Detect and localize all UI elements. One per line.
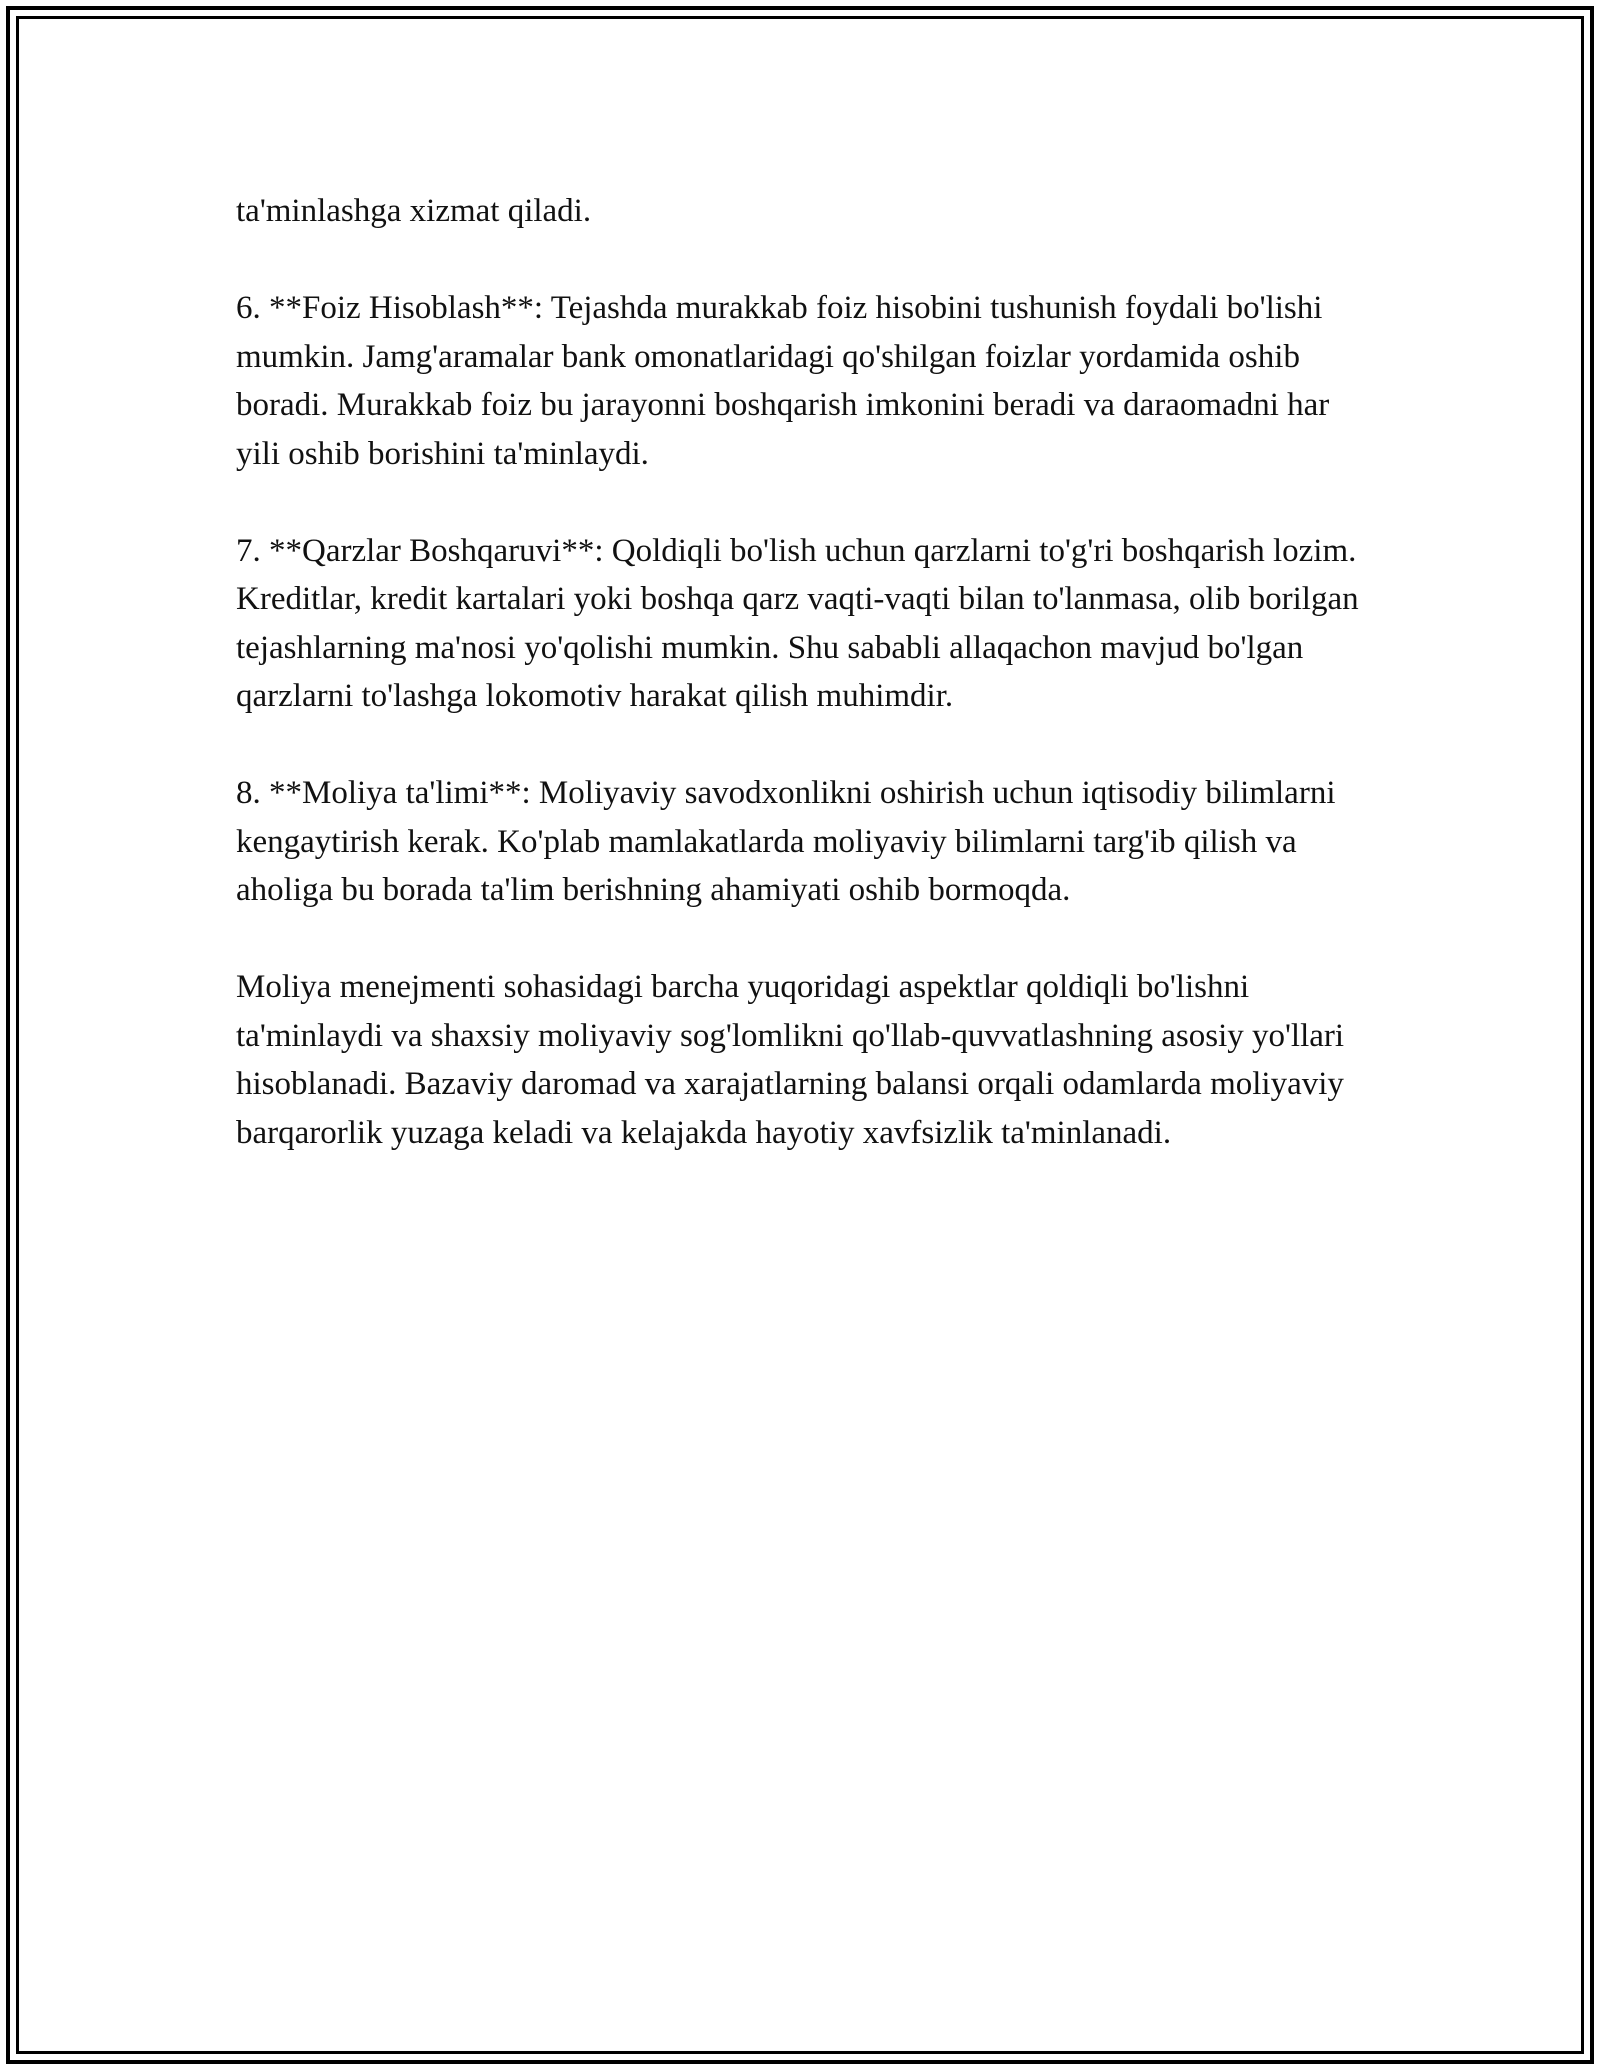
paragraph-foiz-hisoblash: 6. **Foiz Hisoblash**: Tejashda murakkab foiz hisobini tushunish foydali bo'lishi mumkin. Jamg'aramalar bank omonatlaridagi qo'shilgan foizlar yordamida oshib boradi. Murakkab foiz bu jarayonni boshqarish imkonini beradi va daraomadni har yili oshib borishini ta'minlaydi.	[236, 290, 1330, 472]
paragraph-conclusion: Moliya menejmenti sohasidagi barcha yuqoridagi aspektlar qoldiqli bo'lishni ta'minlaydi va shaxsiy moliyaviy sog'lomlikni qo'llab-quvvatlashning asosiy yo'llari hisoblanadi. Bazaviy daromad va xarajatlarning balansi orqali odamlarda moliyaviy barqarorlik yuzaga keladi va kelajakda hayotiy xavfsizlik ta'minlanadi.	[236, 969, 1345, 1151]
document-body	[236, 187, 1376, 1206]
paragraph-moliya-talimi: 8. **Moliya ta'limi**: Moliyaviy savodxonlikni oshirish uchun iqtisodiy bilimlarni kengaytirish kerak. Ko'plab mamlakatlarda moliyaviy bilimlarni targ'ib qilish va aholiga bu borada ta'lim berishning ahamiyati oshib bormoqda.	[236, 775, 1336, 908]
paragraph-continuation: ta'minlashga xizmat qiladi.	[236, 193, 592, 229]
paragraph-qarzlar-boshqaruvi: 7. **Qarzlar Boshqaruvi**: Qoldiqli bo'lish uchun qarzlarni to'g'ri boshqarish lozim. Kreditlar, kredit kartalari yoki boshqa qarz vaqti-vaqti bilan to'lanmasa, olib borilgan tejashlarning ma'nosi yo'qolishi mumkin. Shu sababli allaqachon mavjud bo'lgan qarzlarni to'lashga lokomotiv harakat qilish muhimdir.	[236, 532, 1359, 714]
